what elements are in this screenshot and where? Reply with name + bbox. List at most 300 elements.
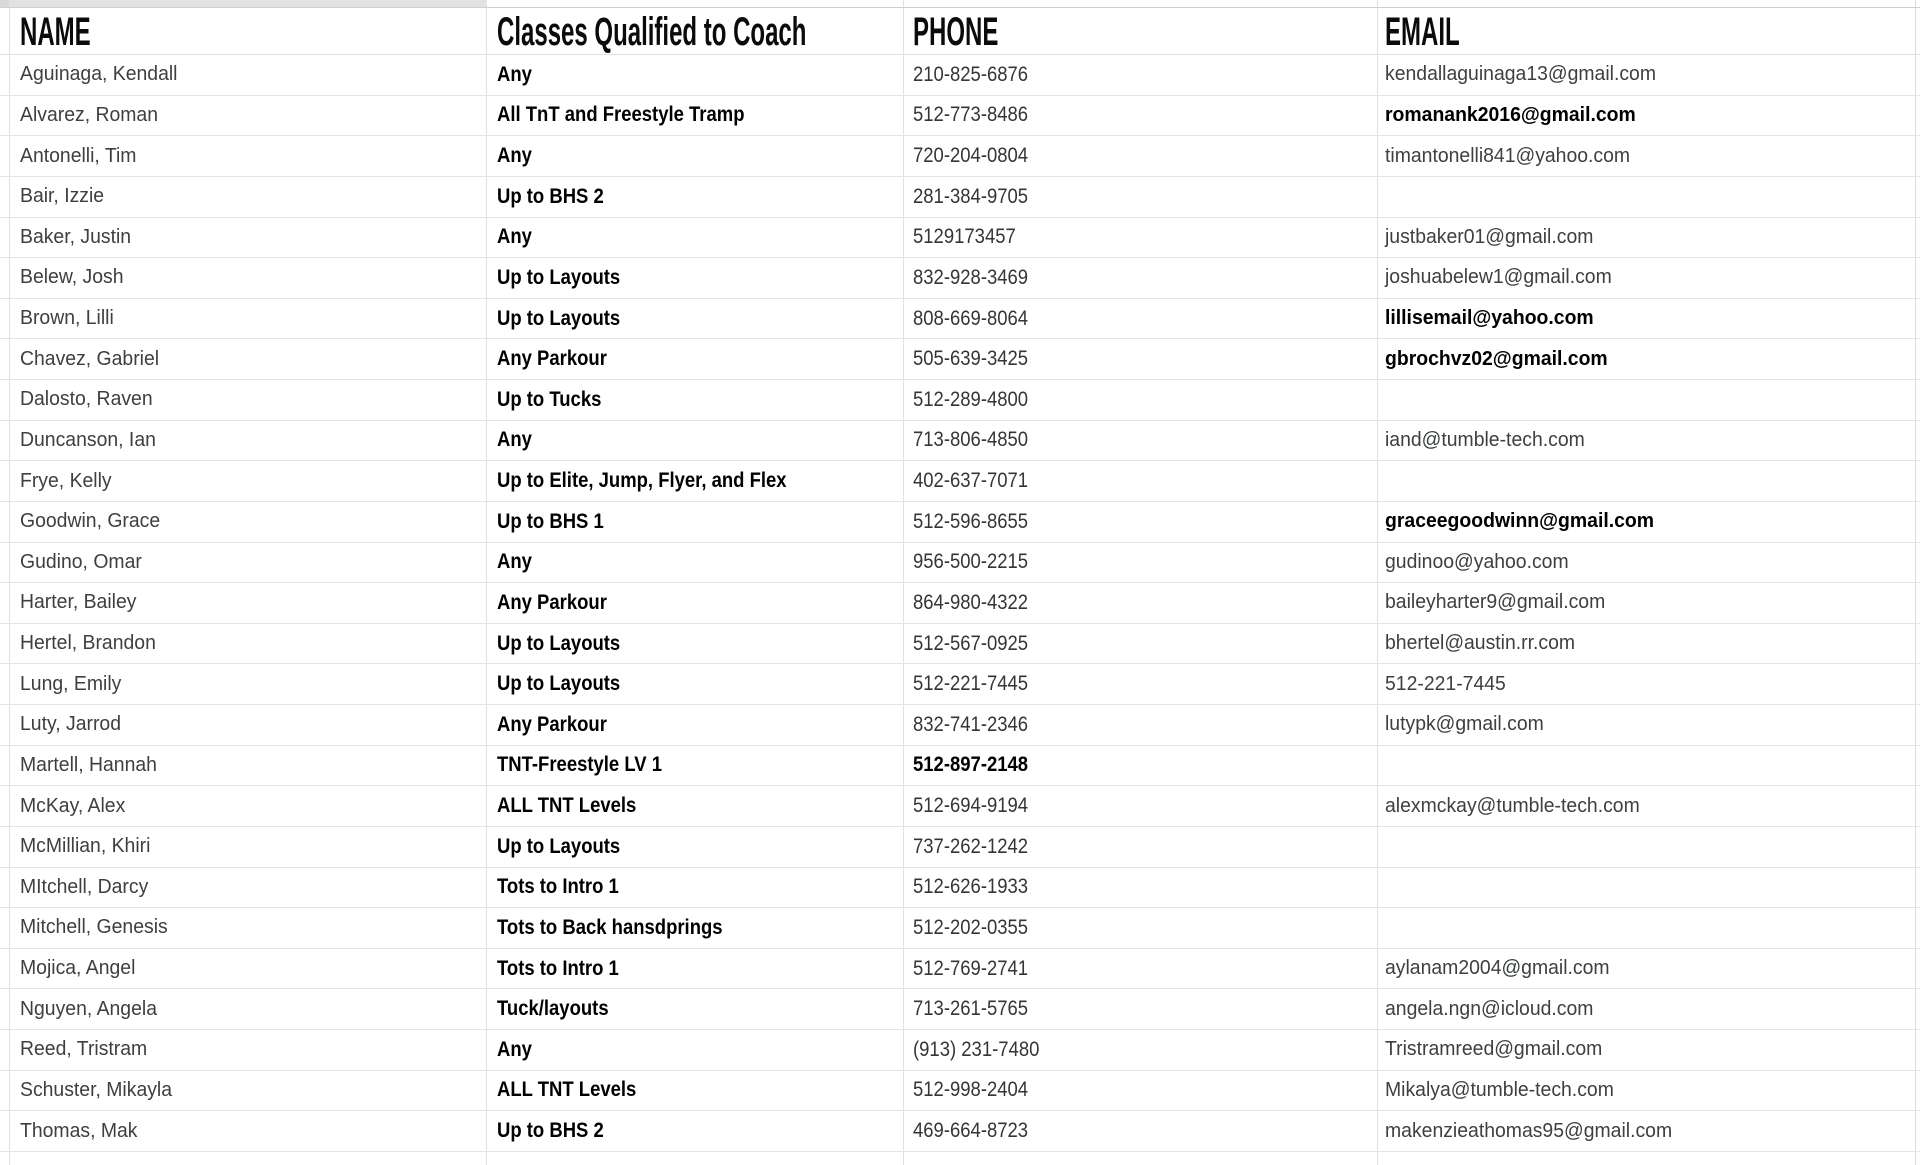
- name-text: Mitchell, Genesis: [20, 916, 168, 939]
- row-gutter: [0, 96, 10, 136]
- email-cell[interactable]: [1378, 624, 1916, 664]
- classes-cell[interactable]: [487, 421, 904, 461]
- row-gutter: [0, 1111, 10, 1151]
- name-cell[interactable]: [10, 705, 487, 745]
- email-cell[interactable]: [1378, 55, 1916, 95]
- name-text: Bair, Izzie: [20, 185, 105, 208]
- email-cell[interactable]: [1378, 502, 1916, 542]
- row-edge: [1916, 868, 1920, 908]
- row-edge: [1916, 786, 1920, 826]
- phone-text: 512-221-7445: [913, 672, 1029, 696]
- classes-cell[interactable]: [487, 786, 904, 826]
- phone-text: 808-669-8064: [913, 306, 1029, 330]
- row-edge: [1916, 461, 1920, 501]
- row-edge: [1916, 96, 1920, 136]
- email-text: angela.ngn@icloud.com: [1385, 997, 1594, 1020]
- phone-cell[interactable]: [904, 1030, 1378, 1070]
- classes-text: Tots to Intro 1: [497, 875, 619, 899]
- name-text: Reed, Tristram: [20, 1038, 148, 1061]
- name-cell[interactable]: [10, 908, 487, 948]
- phone-cell[interactable]: [904, 705, 1378, 745]
- phone-cell[interactable]: [904, 218, 1378, 258]
- email-cell[interactable]: [1378, 868, 1916, 908]
- name-cell[interactable]: [10, 786, 487, 826]
- email-cell[interactable]: [1378, 1111, 1916, 1151]
- phone-text: 512-626-1933: [913, 875, 1029, 899]
- email-text: timantonelli841@yahoo.com: [1385, 144, 1631, 167]
- classes-text: Up to Layouts: [497, 834, 621, 858]
- phone-text: 512-897-2148: [913, 753, 1029, 777]
- row-edge: [1916, 339, 1920, 379]
- classes-text: Up to BHS 2: [497, 184, 604, 208]
- classes-cell[interactable]: [487, 827, 904, 867]
- phone-cell[interactable]: [904, 908, 1378, 948]
- classes-text: Any Parkour: [497, 712, 607, 736]
- classes-cell[interactable]: [487, 1071, 904, 1111]
- email-cell[interactable]: [1378, 136, 1916, 176]
- phone-text: 512-289-4800: [913, 387, 1029, 411]
- classes-text: Any: [497, 225, 532, 249]
- table-row: [0, 908, 1920, 949]
- classes-text: Tots to Intro 1: [497, 956, 619, 980]
- email-text: graceegoodwinn@gmail.com: [1385, 510, 1655, 533]
- row-gutter: [0, 908, 10, 948]
- email-text: baileyharter9@gmail.com: [1385, 591, 1606, 614]
- row-edge: [1916, 1030, 1920, 1070]
- classes-text: Up to BHS 1: [497, 509, 604, 533]
- classes-text: Any: [497, 1037, 532, 1061]
- email-cell[interactable]: [1378, 1071, 1916, 1111]
- phone-cell[interactable]: [904, 136, 1378, 176]
- email-cell[interactable]: [1378, 461, 1916, 501]
- table-row: [0, 218, 1920, 259]
- classes-text: TNT-Freestyle LV 1: [497, 753, 663, 777]
- name-cell[interactable]: [10, 136, 487, 176]
- row-edge: [1916, 258, 1920, 298]
- phone-cell[interactable]: [904, 949, 1378, 989]
- classes-cell[interactable]: [487, 543, 904, 583]
- name-cell[interactable]: [10, 989, 487, 1029]
- phone-cell[interactable]: [904, 96, 1378, 136]
- cell-empty[interactable]: [904, 1152, 1378, 1165]
- phone-text: 737-262-1242: [913, 834, 1029, 858]
- cell-sliver: [1916, 0, 1920, 7]
- email-text: makenzieathomas95@gmail.com: [1385, 1119, 1673, 1142]
- email-cell[interactable]: [1378, 664, 1916, 704]
- name-text: Alvarez, Roman: [20, 103, 159, 126]
- table-row: [0, 543, 1920, 584]
- row-edge: [1916, 705, 1920, 745]
- table-row: [0, 1111, 1920, 1152]
- cell-sliver[interactable]: [487, 0, 904, 7]
- name-text: Frye, Kelly: [20, 469, 112, 492]
- table-row: [0, 989, 1920, 1030]
- row-gutter: [0, 380, 10, 420]
- name-cell[interactable]: [10, 1071, 487, 1111]
- classes-cell[interactable]: [487, 583, 904, 623]
- table-row: [0, 664, 1920, 705]
- row-edge: [1916, 177, 1920, 217]
- name-text: Nguyen, Angela: [20, 997, 157, 1020]
- phone-text: 281-384-9705: [913, 184, 1029, 208]
- row-gutter: [0, 827, 10, 867]
- table-row: [0, 421, 1920, 462]
- phone-text: 5129173457: [913, 225, 1016, 249]
- phone-cell[interactable]: [904, 786, 1378, 826]
- row-edge: [1916, 908, 1920, 948]
- name-cell[interactable]: [10, 55, 487, 95]
- name-text: McMillian, Khiri: [20, 835, 151, 858]
- name-cell[interactable]: [10, 543, 487, 583]
- row-gutter: [0, 949, 10, 989]
- name-cell[interactable]: [10, 177, 487, 217]
- phone-text: 956-500-2215: [913, 550, 1029, 574]
- email-text: aylanam2004@gmail.com: [1385, 957, 1610, 980]
- email-cell[interactable]: [1378, 218, 1916, 258]
- classes-text: Tots to Back hansdprings: [497, 915, 723, 939]
- phone-cell[interactable]: [904, 380, 1378, 420]
- row-gutter: [0, 339, 10, 379]
- row-edge: [1916, 949, 1920, 989]
- email-cell[interactable]: [1378, 299, 1916, 339]
- table-body: [0, 55, 1920, 1152]
- header-label-name: NAME: [20, 9, 91, 54]
- email-text: 512-221-7445: [1385, 672, 1506, 695]
- table-row: [0, 1030, 1920, 1071]
- name-cell[interactable]: [10, 218, 487, 258]
- phone-text: 832-928-3469: [913, 265, 1029, 289]
- name-cell[interactable]: [10, 339, 487, 379]
- row-gutter: [0, 705, 10, 745]
- name-text: Gudino, Omar: [20, 550, 142, 573]
- row-gutter: [0, 989, 10, 1029]
- phone-text: 512-596-8655: [913, 509, 1029, 533]
- row-edge: [1916, 421, 1920, 461]
- phone-text: 713-261-5765: [913, 997, 1029, 1021]
- phone-text: (913) 231-7480: [913, 1037, 1040, 1061]
- classes-text: Any Parkour: [497, 590, 607, 614]
- phone-cell[interactable]: [904, 502, 1378, 542]
- row-gutter: [0, 461, 10, 501]
- classes-cell[interactable]: [487, 989, 904, 1029]
- classes-cell[interactable]: [487, 908, 904, 948]
- header-label-classes: Classes Qualified to Coach: [497, 9, 807, 54]
- phone-text: 469-664-8723: [913, 1119, 1029, 1143]
- phone-cell[interactable]: [904, 868, 1378, 908]
- name-cell[interactable]: [10, 583, 487, 623]
- classes-text: Up to Layouts: [497, 631, 621, 655]
- classes-cell[interactable]: [487, 299, 904, 339]
- cell-sliver[interactable]: [904, 0, 1378, 7]
- row-edge: [1916, 380, 1920, 420]
- name-cell[interactable]: [10, 421, 487, 461]
- phone-text: 713-806-4850: [913, 428, 1029, 452]
- phone-text: 512-202-0355: [913, 915, 1029, 939]
- row-edge: [1916, 746, 1920, 786]
- email-text: lillisemail@yahoo.com: [1385, 307, 1594, 330]
- email-text: gudinoo@yahoo.com: [1385, 550, 1569, 573]
- email-text: justbaker01@gmail.com: [1385, 225, 1594, 248]
- header-cell-email[interactable]: [1378, 8, 1916, 54]
- name-cell[interactable]: [10, 299, 487, 339]
- row-edge: [1916, 136, 1920, 176]
- row-edge: [1916, 827, 1920, 867]
- classes-text: Up to Layouts: [497, 306, 621, 330]
- name-text: Thomas, Mak: [20, 1119, 138, 1142]
- name-cell[interactable]: [10, 502, 487, 542]
- name-text: Harter, Bailey: [20, 591, 137, 614]
- phone-text: 210-825-6876: [913, 62, 1029, 86]
- header-label-phone: PHONE: [913, 9, 999, 54]
- email-cell[interactable]: [1378, 421, 1916, 461]
- cell-sliver[interactable]: [1378, 0, 1916, 7]
- row-gutter: [0, 746, 10, 786]
- email-cell[interactable]: [1378, 543, 1916, 583]
- row-edge: [1916, 664, 1920, 704]
- row-edge: [1916, 299, 1920, 339]
- table-row: [0, 583, 1920, 624]
- email-cell[interactable]: [1378, 339, 1916, 379]
- row-edge: [1916, 1071, 1920, 1111]
- classes-text: Any: [497, 550, 532, 574]
- phone-cell[interactable]: [904, 299, 1378, 339]
- gray-cell-sliver[interactable]: [10, 0, 487, 7]
- email-cell[interactable]: [1378, 746, 1916, 786]
- name-text: Dalosto, Raven: [20, 388, 153, 411]
- classes-text: Up to Layouts: [497, 672, 621, 696]
- name-text: Baker, Justin: [20, 225, 132, 248]
- classes-cell[interactable]: [487, 177, 904, 217]
- row-edge: [1916, 624, 1920, 664]
- classes-cell[interactable]: [487, 339, 904, 379]
- name-text: Mojica, Angel: [20, 957, 136, 980]
- table-row: [0, 949, 1920, 990]
- row-gutter: [0, 664, 10, 704]
- name-text: Aguinaga, Kendall: [20, 63, 178, 86]
- name-cell[interactable]: [10, 380, 487, 420]
- name-text: MItchell, Darcy: [20, 875, 149, 898]
- email-cell[interactable]: [1378, 989, 1916, 1029]
- row-edge: [1916, 218, 1920, 258]
- email-cell[interactable]: [1378, 1030, 1916, 1070]
- name-text: McKay, Alex: [20, 794, 126, 817]
- name-cell[interactable]: [10, 624, 487, 664]
- row-edge: [1916, 502, 1920, 542]
- classes-text: Any Parkour: [497, 347, 607, 371]
- classes-text: Up to Tucks: [497, 387, 602, 411]
- cell-empty[interactable]: [10, 1152, 487, 1165]
- classes-cell[interactable]: [487, 380, 904, 420]
- classes-cell[interactable]: [487, 664, 904, 704]
- email-cell[interactable]: [1378, 177, 1916, 217]
- classes-cell[interactable]: [487, 258, 904, 298]
- email-cell[interactable]: [1378, 258, 1916, 298]
- classes-text: All TnT and Freestyle Tramp: [497, 103, 745, 127]
- name-cell[interactable]: [10, 868, 487, 908]
- name-cell[interactable]: [10, 949, 487, 989]
- phone-cell[interactable]: [904, 461, 1378, 501]
- row-edge: [1916, 583, 1920, 623]
- table-row: [0, 502, 1920, 543]
- name-text: Goodwin, Grace: [20, 510, 161, 533]
- phone-text: 512-998-2404: [913, 1078, 1029, 1102]
- email-text: lutypk@gmail.com: [1385, 713, 1544, 736]
- phone-cell[interactable]: [904, 177, 1378, 217]
- classes-cell[interactable]: [487, 1111, 904, 1151]
- table-row: [0, 786, 1920, 827]
- classes-cell[interactable]: [487, 502, 904, 542]
- email-text: Tristramreed@gmail.com: [1385, 1038, 1603, 1061]
- classes-cell[interactable]: [487, 136, 904, 176]
- classes-text: Any: [497, 62, 532, 86]
- classes-cell[interactable]: [487, 868, 904, 908]
- name-text: Antonelli, Tim: [20, 144, 137, 167]
- email-text: kendallaguinaga13@gmail.com: [1385, 63, 1656, 86]
- row-gutter-sliver: [0, 0, 10, 7]
- phone-text: 720-204-0804: [913, 144, 1029, 168]
- phone-text: 864-980-4322: [913, 590, 1029, 614]
- phone-cell[interactable]: [904, 55, 1378, 95]
- name-cell[interactable]: [10, 96, 487, 136]
- name-cell[interactable]: [10, 258, 487, 298]
- classes-cell[interactable]: [487, 55, 904, 95]
- row-edge: [1916, 1111, 1920, 1151]
- email-cell[interactable]: [1378, 380, 1916, 420]
- phone-text: 832-741-2346: [913, 712, 1029, 736]
- cell-empty: [1916, 1152, 1920, 1165]
- name-cell[interactable]: [10, 1030, 487, 1070]
- table-row: [0, 299, 1920, 340]
- row-edge: [1916, 55, 1920, 95]
- row-gutter: [0, 583, 10, 623]
- classes-cell[interactable]: [487, 624, 904, 664]
- partial-row-below: [0, 1152, 1920, 1165]
- phone-text: 512-769-2741: [913, 956, 1029, 980]
- email-cell[interactable]: [1378, 949, 1916, 989]
- name-text: Belew, Josh: [20, 266, 124, 289]
- header-cell-name[interactable]: [10, 8, 487, 54]
- email-cell[interactable]: [1378, 908, 1916, 948]
- row-gutter: [0, 258, 10, 298]
- classes-cell[interactable]: [487, 746, 904, 786]
- row-gutter: [0, 8, 10, 54]
- row-gutter: [0, 1152, 10, 1165]
- email-text: alexmckay@tumble-tech.com: [1385, 794, 1640, 817]
- name-cell[interactable]: [10, 827, 487, 867]
- email-text: iand@tumble-tech.com: [1385, 428, 1585, 451]
- phone-cell[interactable]: [904, 543, 1378, 583]
- row-edge: [1916, 543, 1920, 583]
- phone-cell[interactable]: [904, 421, 1378, 461]
- name-text: Duncanson, Ian: [20, 428, 156, 451]
- classes-text: Up to Elite, Jump, Flyer, and Flex: [497, 469, 787, 493]
- cell-empty[interactable]: [487, 1152, 904, 1165]
- classes-cell[interactable]: [487, 1030, 904, 1070]
- name-cell[interactable]: [10, 461, 487, 501]
- row-gutter: [0, 868, 10, 908]
- email-text: joshuabelew1@gmail.com: [1385, 266, 1612, 289]
- row-edge: [1916, 989, 1920, 1029]
- phone-cell[interactable]: [904, 258, 1378, 298]
- email-cell[interactable]: [1378, 786, 1916, 826]
- email-text: bhertel@austin.rr.com: [1385, 632, 1576, 655]
- phone-cell[interactable]: [904, 746, 1378, 786]
- table-row: [0, 339, 1920, 380]
- phone-text: 512-773-8486: [913, 103, 1029, 127]
- name-text: Lung, Emily: [20, 672, 122, 695]
- email-text: Mikalya@tumble-tech.com: [1385, 1078, 1614, 1101]
- row-gutter: [0, 502, 10, 542]
- row-gutter: [0, 299, 10, 339]
- classes-text: ALL TNT Levels: [497, 794, 637, 818]
- partial-row-above: [0, 0, 1920, 8]
- classes-cell[interactable]: [487, 949, 904, 989]
- classes-cell[interactable]: [487, 218, 904, 258]
- classes-cell[interactable]: [487, 461, 904, 501]
- header-cell-phone[interactable]: [904, 8, 1378, 54]
- name-cell[interactable]: [10, 1111, 487, 1151]
- row-gutter: [0, 177, 10, 217]
- name-text: Chavez, Gabriel: [20, 347, 160, 370]
- table-row: [0, 96, 1920, 137]
- phone-cell[interactable]: [904, 989, 1378, 1029]
- email-cell[interactable]: [1378, 827, 1916, 867]
- row-gutter: [0, 218, 10, 258]
- classes-text: Up to BHS 2: [497, 1119, 604, 1143]
- table-row: [0, 461, 1920, 502]
- cell-empty[interactable]: [1378, 1152, 1916, 1165]
- phone-cell[interactable]: [904, 339, 1378, 379]
- name-cell[interactable]: [10, 664, 487, 704]
- classes-cell[interactable]: [487, 705, 904, 745]
- classes-text: Up to Layouts: [497, 265, 621, 289]
- table-row: [0, 624, 1920, 665]
- phone-cell[interactable]: [904, 583, 1378, 623]
- phone-cell[interactable]: [904, 664, 1378, 704]
- header-cell-classes[interactable]: [487, 8, 904, 54]
- name-text: Martell, Hannah: [20, 753, 157, 776]
- phone-cell[interactable]: [904, 1071, 1378, 1111]
- phone-text: 512-694-9194: [913, 794, 1029, 818]
- table-row: [0, 177, 1920, 218]
- email-cell[interactable]: [1378, 583, 1916, 623]
- name-text: Brown, Lilli: [20, 307, 114, 330]
- table-row: [0, 868, 1920, 909]
- name-text: Schuster, Mikayla: [20, 1078, 173, 1101]
- row-gutter: [0, 421, 10, 461]
- name-cell[interactable]: [10, 746, 487, 786]
- email-text: romanank2016@gmail.com: [1385, 103, 1636, 126]
- row-gutter: [0, 543, 10, 583]
- header-row: [0, 8, 1920, 55]
- phone-cell[interactable]: [904, 1111, 1378, 1151]
- classes-cell[interactable]: [487, 96, 904, 136]
- table-row: [0, 1071, 1920, 1112]
- table-row: [0, 746, 1920, 787]
- email-cell[interactable]: [1378, 96, 1916, 136]
- header-label-email: EMAIL: [1385, 9, 1460, 54]
- table-row: [0, 258, 1920, 299]
- name-text: Hertel, Brandon: [20, 632, 156, 655]
- email-cell[interactable]: [1378, 705, 1916, 745]
- table-row: [0, 380, 1920, 421]
- phone-cell[interactable]: [904, 624, 1378, 664]
- classes-text: Any: [497, 428, 532, 452]
- table-row: [0, 827, 1920, 868]
- phone-cell[interactable]: [904, 827, 1378, 867]
- name-text: Luty, Jarrod: [20, 713, 122, 736]
- classes-text: ALL TNT Levels: [497, 1078, 637, 1102]
